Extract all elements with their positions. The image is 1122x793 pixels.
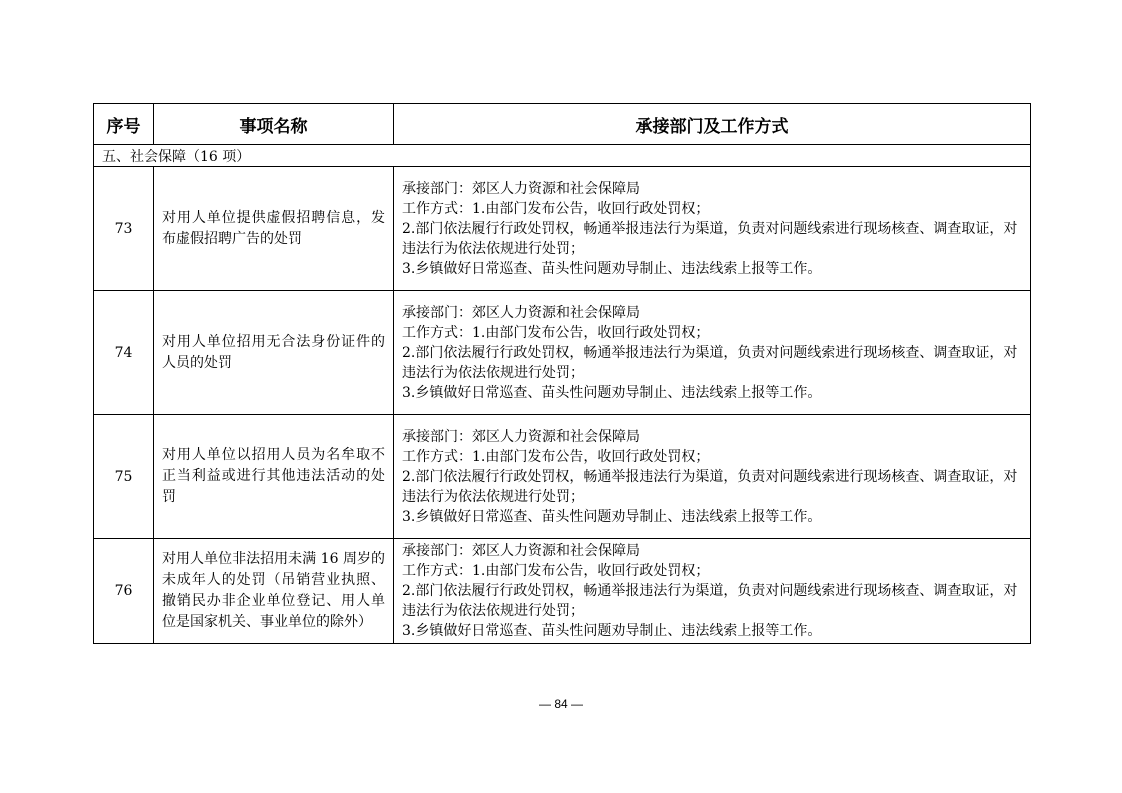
method-line-2: 2.部门依法履行行政处罚权，畅通举报违法行为渠道，负责对问题线索进行现场核查、调查取证，对违法行为依法依规进行处罚； — [402, 583, 1018, 619]
header-serial-number: 序号 — [94, 104, 154, 145]
row-department-method — [394, 415, 1031, 539]
row-number: 74 — [94, 291, 154, 415]
department-line: 承接部门：郊区人力资源和社会保障局 — [402, 304, 640, 321]
method-line-1: 工作方式：1.由部门发布公告，收回行政处罚权； — [402, 324, 710, 341]
page-number: — 84 — — [538, 697, 583, 711]
row-department-method — [394, 167, 1031, 291]
row-number: 76 — [94, 539, 154, 644]
section-row — [94, 145, 1031, 167]
matters-table — [93, 103, 1031, 644]
row-number: 75 — [94, 415, 154, 539]
row-department-method — [394, 539, 1031, 644]
department-line: 承接部门：郊区人力资源和社会保障局 — [402, 180, 640, 197]
method-line-1: 工作方式：1.由部门发布公告，收回行政处罚权； — [402, 563, 710, 579]
method-line-2: 2.部门依法履行行政处罚权，畅通举报违法行为渠道，负责对问题线索进行现场核查、调查取证，对违法行为依法依规进行处罚； — [402, 344, 1018, 381]
table-row — [94, 539, 1031, 644]
department-line: 承接部门：郊区人力资源和社会保障局 — [402, 543, 640, 559]
method-line-3: 3.乡镇做好日常巡查、苗头性问题劝导制止、违法线索上报等工作。 — [402, 508, 822, 525]
section-title: 五、社会保障（16 项） — [94, 145, 1031, 167]
row-matter-name: 对用人单位以招用人员为名牟取不正当利益或进行其他违法活动的处罚 — [154, 415, 394, 539]
row-matter-name: 对用人单位提供虚假招聘信息，发布虚假招聘广告的处罚 — [154, 167, 394, 291]
department-line: 承接部门：郊区人力资源和社会保障局 — [402, 428, 640, 445]
header-matter-name: 事项名称 — [154, 104, 394, 145]
header-department-method: 承接部门及工作方式 — [394, 104, 1031, 145]
table-header-row — [94, 104, 1031, 145]
method-line-3: 3.乡镇做好日常巡查、苗头性问题劝导制止、违法线索上报等工作。 — [402, 623, 822, 639]
table-row — [94, 167, 1031, 291]
row-matter-name: 对用人单位非法招用未满 16 周岁的未成年人的处罚（吊销营业执照、撤销民办非企业单位登记、用人单位是国家机关、事业单位的除外） — [154, 539, 394, 644]
method-line-2: 2.部门依法履行行政处罚权，畅通举报违法行为渠道，负责对问题线索进行现场核查、调查取证，对违法行为依法依规进行处罚； — [402, 220, 1018, 257]
method-line-2: 2.部门依法履行行政处罚权，畅通举报违法行为渠道，负责对问题线索进行现场核查、调查取证，对违法行为依法依规进行处罚； — [402, 468, 1018, 505]
row-number: 73 — [94, 167, 154, 291]
row-matter-name: 对用人单位招用无合法身份证件的人员的处罚 — [154, 291, 394, 415]
table-row — [94, 415, 1031, 539]
method-line-1: 工作方式：1.由部门发布公告，收回行政处罚权； — [402, 200, 710, 217]
table-row — [94, 291, 1031, 415]
method-line-3: 3.乡镇做好日常巡查、苗头性问题劝导制止、违法线索上报等工作。 — [402, 260, 822, 277]
method-line-1: 工作方式：1.由部门发布公告，收回行政处罚权； — [402, 448, 710, 465]
method-line-3: 3.乡镇做好日常巡查、苗头性问题劝导制止、违法线索上报等工作。 — [402, 384, 822, 401]
row-department-method — [394, 291, 1031, 415]
